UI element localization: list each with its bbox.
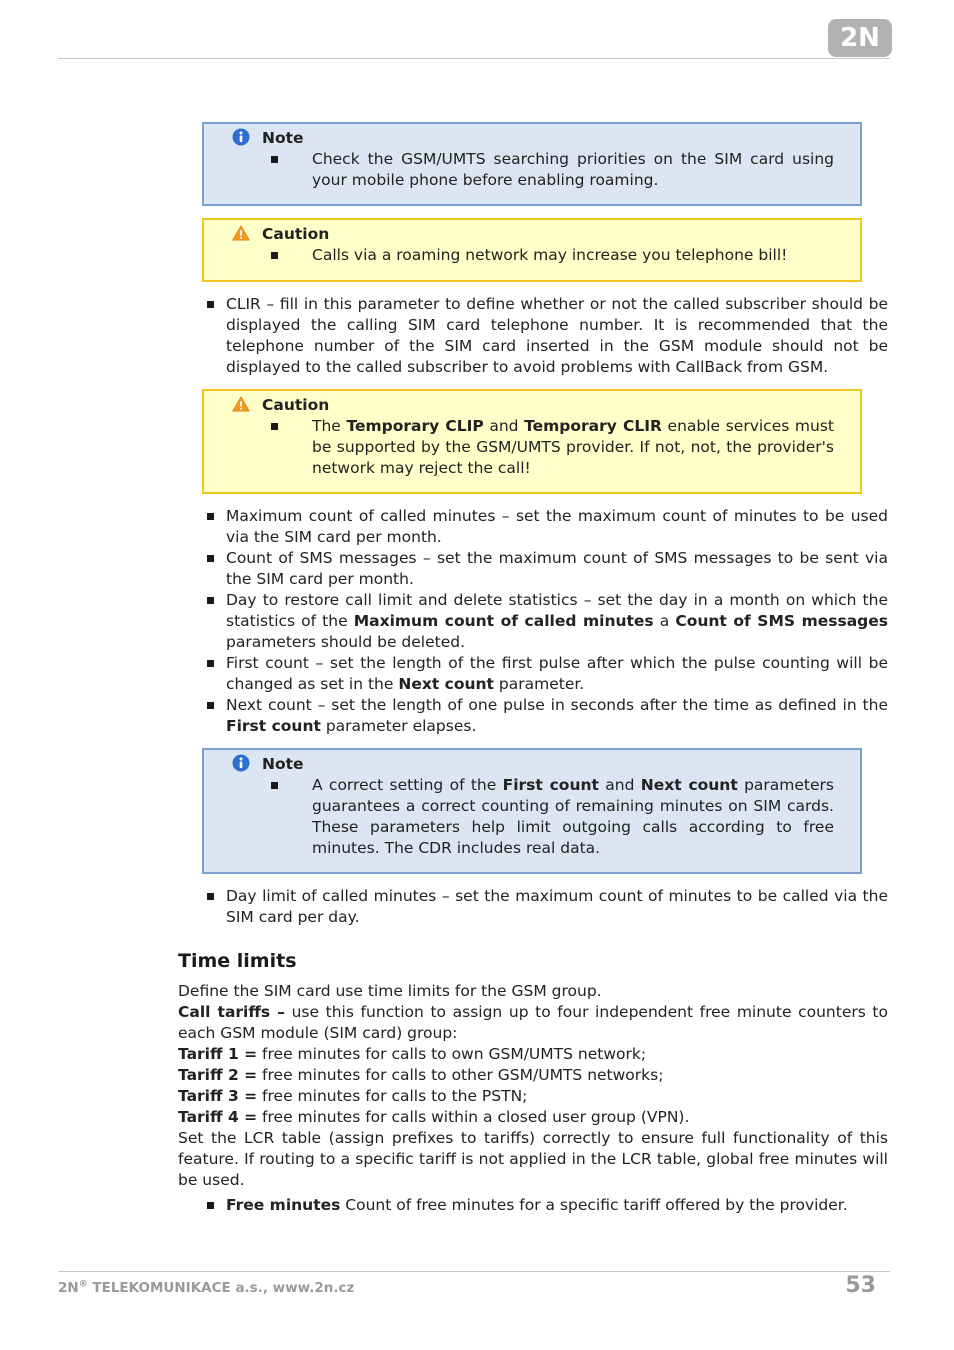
header-rule (58, 58, 890, 59)
note-item: A correct setting of the First count and Next count parameters guarantees a correct counting of remaining minutes on SIM cards. These parameters help limit outgoing calls according to free minutes. The CDR includes real data. (290, 775, 834, 859)
call-tariffs-text: Call tariffs – use this function to assign up to four independent free minute counters to each GSM module (SIM card) group: (178, 1003, 888, 1042)
list-item-max-minutes: Maximum count of called minutes – set the maximum count of minutes to be used via the SIM card per month. (226, 507, 888, 546)
note-box-pulse-count (202, 748, 862, 874)
tariff-2: Tariff 2 = free minutes for calls to other GSM/UMTS networks; (178, 1066, 664, 1084)
list-item-first-count: First count – set the length of the first pulse after which the pulse counting will be changed as set in the Next count parameter. (226, 654, 888, 693)
caution-title: Caution (262, 225, 330, 243)
caution-item: Calls via a roaming network may increase you telephone bill! (290, 245, 834, 266)
info-icon (232, 128, 250, 146)
warning-icon (232, 224, 250, 242)
caution-box-roaming (202, 218, 862, 282)
footer-rule (58, 1271, 890, 1272)
caution-title: Caution (262, 396, 330, 414)
note-box-roaming (202, 122, 862, 206)
list-item-day-restore: Day to restore call limit and delete statistics – set the day in a month on which the statistics of the Maximum count of called minutes a Count of SMS messages parameters should be deleted. (226, 591, 889, 651)
note-title: Note (262, 755, 304, 773)
lcr-text: Set the LCR table (assign prefixes to tariffs) correctly to ensure full functionality of this feature. If routing to a specific tariff is not applied in the LCR table, global free minutes will be used. (178, 1129, 888, 1189)
tariff-3: Tariff 3 = free minutes for calls to the PSTN; (178, 1087, 528, 1105)
list-item-clir: CLIR – fill in this parameter to define whether or not the called subscriber should be displayed the calling SIM card telephone number. It is recommended that the telephone number of the SIM card inserted in the GSM module should not be displayed to the called subscriber to avoid problems with CallBack from GSM. (226, 295, 888, 376)
list-item-free-minutes: Free minutes Count of free minutes for a specific tariff offered by the provider. (226, 1195, 888, 1216)
term-temporary-clir: Temporary CLIR (524, 417, 662, 435)
list-item-count-sms: Count of SMS messages – set the maximum count of SMS messages to be sent via the SIM card per month. (226, 549, 888, 588)
caution-box-clip-clir (202, 389, 862, 494)
brand-logo: 2N (828, 19, 892, 57)
tariff-1: Tariff 1 = free minutes for calls to own GSM/UMTS network; (178, 1045, 647, 1063)
caution-item: The Temporary CLIP and Temporary CLIR enable services must be supported by the GSM/UMTS provider. If not, not, the provider's network may reject the call! (290, 416, 834, 479)
section-title-time-limits: Time limits (178, 950, 297, 972)
warning-icon (232, 395, 250, 413)
intro-text: Define the SIM card use time limits for the GSM group. (178, 982, 602, 1000)
tariff-4: Tariff 4 = free minutes for calls within a closed user group (VPN). (178, 1108, 690, 1126)
info-icon (232, 754, 250, 772)
note-title: Note (262, 129, 304, 147)
note-item: Check the GSM/UMTS searching priorities on the SIM card using your mobile phone before enabling roaming. (290, 149, 834, 191)
term-temporary-clip: Temporary CLIP (346, 417, 484, 435)
list-item-next-count: Next count – set the length of one pulse in seconds after the time as defined in the First count parameter elapses. (226, 696, 888, 735)
list-item-day-limit: Day limit of called minutes – set the maximum count of minutes to be called via the SIM card per day. (226, 887, 888, 926)
time-limits-body (178, 981, 888, 1191)
footer-company: 2N® TELEKOMUNIKACE a.s., www.2n.cz (58, 1279, 355, 1296)
page-number: 53 (845, 1273, 876, 1298)
